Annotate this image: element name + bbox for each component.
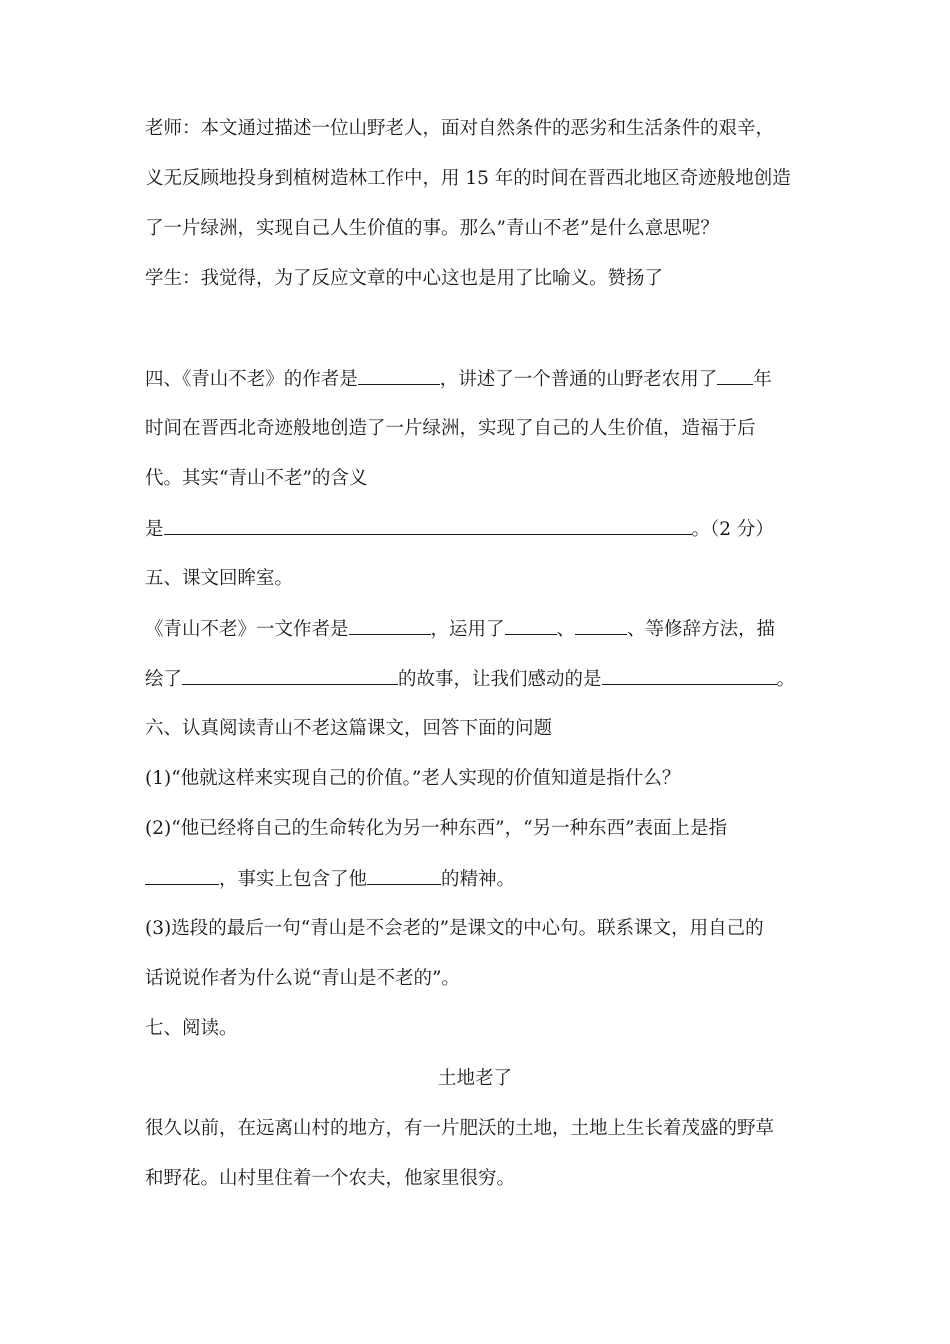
question-6-text-b: 的精神。 xyxy=(441,869,516,890)
surface-meaning-blank[interactable] xyxy=(145,866,219,885)
question-6-heading: 六、认真阅读青山不老这篇课文，回答下面的问题 xyxy=(145,718,553,739)
meaning-blank[interactable] xyxy=(164,516,692,535)
story-blank[interactable] xyxy=(182,666,398,685)
question-6-item-2-line-1: (2)“他已经将自己的生命转化为另一种东西”，“另一种东西”表面上是指 xyxy=(145,818,728,839)
question-5-heading: 五、课文回眸室。 xyxy=(145,568,294,589)
question-6-item-1: (1)“他就这样来实现自己的价值。”老人实现的价值知道是指什么？ xyxy=(145,768,681,789)
rhetoric-blank-1[interactable] xyxy=(505,616,557,635)
passage-title: 土地老了 xyxy=(437,1068,512,1089)
question-4-line-1 xyxy=(145,366,772,393)
years-blank[interactable] xyxy=(717,366,753,385)
student-dialogue-line: 学生：我觉得，为了反应文章的中心这也是用了比喻义。赞扬了 xyxy=(145,268,664,289)
teacher-dialogue-line-1: 老师：本文通过描述一位山野老人，面对自然条件的恶劣和生活条件的艰辛， xyxy=(145,118,775,139)
rhetoric-blank-2[interactable] xyxy=(575,616,627,635)
question-5-line-2 xyxy=(145,666,795,693)
question-6-item-3-line-1: (3)选段的最后一句“青山是不会老的”是课文的中心句。联系课文，用自己的 xyxy=(145,918,764,939)
teacher-dialogue-line-3: 了一片绿洲，实现自己人生价值的事。那么”青山不老”是什么意思呢？ xyxy=(145,218,719,239)
question-4-line-4 xyxy=(145,516,774,543)
question-4-line-2: 时间在晋西北奇迹般地创造了一片绿洲，实现了自己的人生价值，造福于后 xyxy=(145,418,756,439)
question-4-score: 。（2 分） xyxy=(691,519,774,540)
question-4-text-a: 四、《青山不老》的作者是 xyxy=(145,369,358,390)
author-blank[interactable] xyxy=(358,366,440,385)
question-6-item-2-line-2 xyxy=(145,866,515,893)
q5-author-blank[interactable] xyxy=(349,616,431,635)
question-5-text-g: 。 xyxy=(776,669,796,690)
passage-line-2: 和野花。山村里住着一个农夫，他家里很穷。 xyxy=(145,1168,516,1189)
question-6-text-a: ，事实上包含了他 xyxy=(219,869,368,890)
question-5-text-b: ，运用了 xyxy=(430,619,505,640)
question-5-text-f: 的故事，让我们感动的是 xyxy=(398,669,602,690)
teacher-dialogue-line-2: 义无反顾地投身到植树造林工作中，用 15 年的时间在晋西北地区奇迹般地创造 xyxy=(145,168,791,189)
question-5-text-c: 、 xyxy=(556,619,576,640)
question-4-text-b: ，讲述了一个普通的山野老农用了 xyxy=(439,369,718,390)
moving-blank[interactable] xyxy=(602,666,777,685)
question-6-item-3-line-2: 话说说作者为什么说“青山是不老的”。 xyxy=(145,968,460,989)
question-4-line-3: 代。其实“青山不老”的含义 xyxy=(145,468,368,489)
question-7-heading: 七、阅读。 xyxy=(145,1018,238,1039)
question-5-line-1 xyxy=(145,616,775,643)
passage-line-1: 很久以前，在远离山村的地方，有一片肥沃的土地，土地上生长着茂盛的野草 xyxy=(145,1118,775,1139)
spirit-blank[interactable] xyxy=(367,866,441,885)
question-5-text-a: 《青山不老》一文作者是 xyxy=(145,619,349,640)
question-4-text-is: 是 xyxy=(145,519,164,540)
question-4-text-c: 年 xyxy=(753,369,772,390)
question-5-text-d: 、等修辞方法，描 xyxy=(627,619,776,640)
question-5-text-e: 绘了 xyxy=(145,669,183,690)
